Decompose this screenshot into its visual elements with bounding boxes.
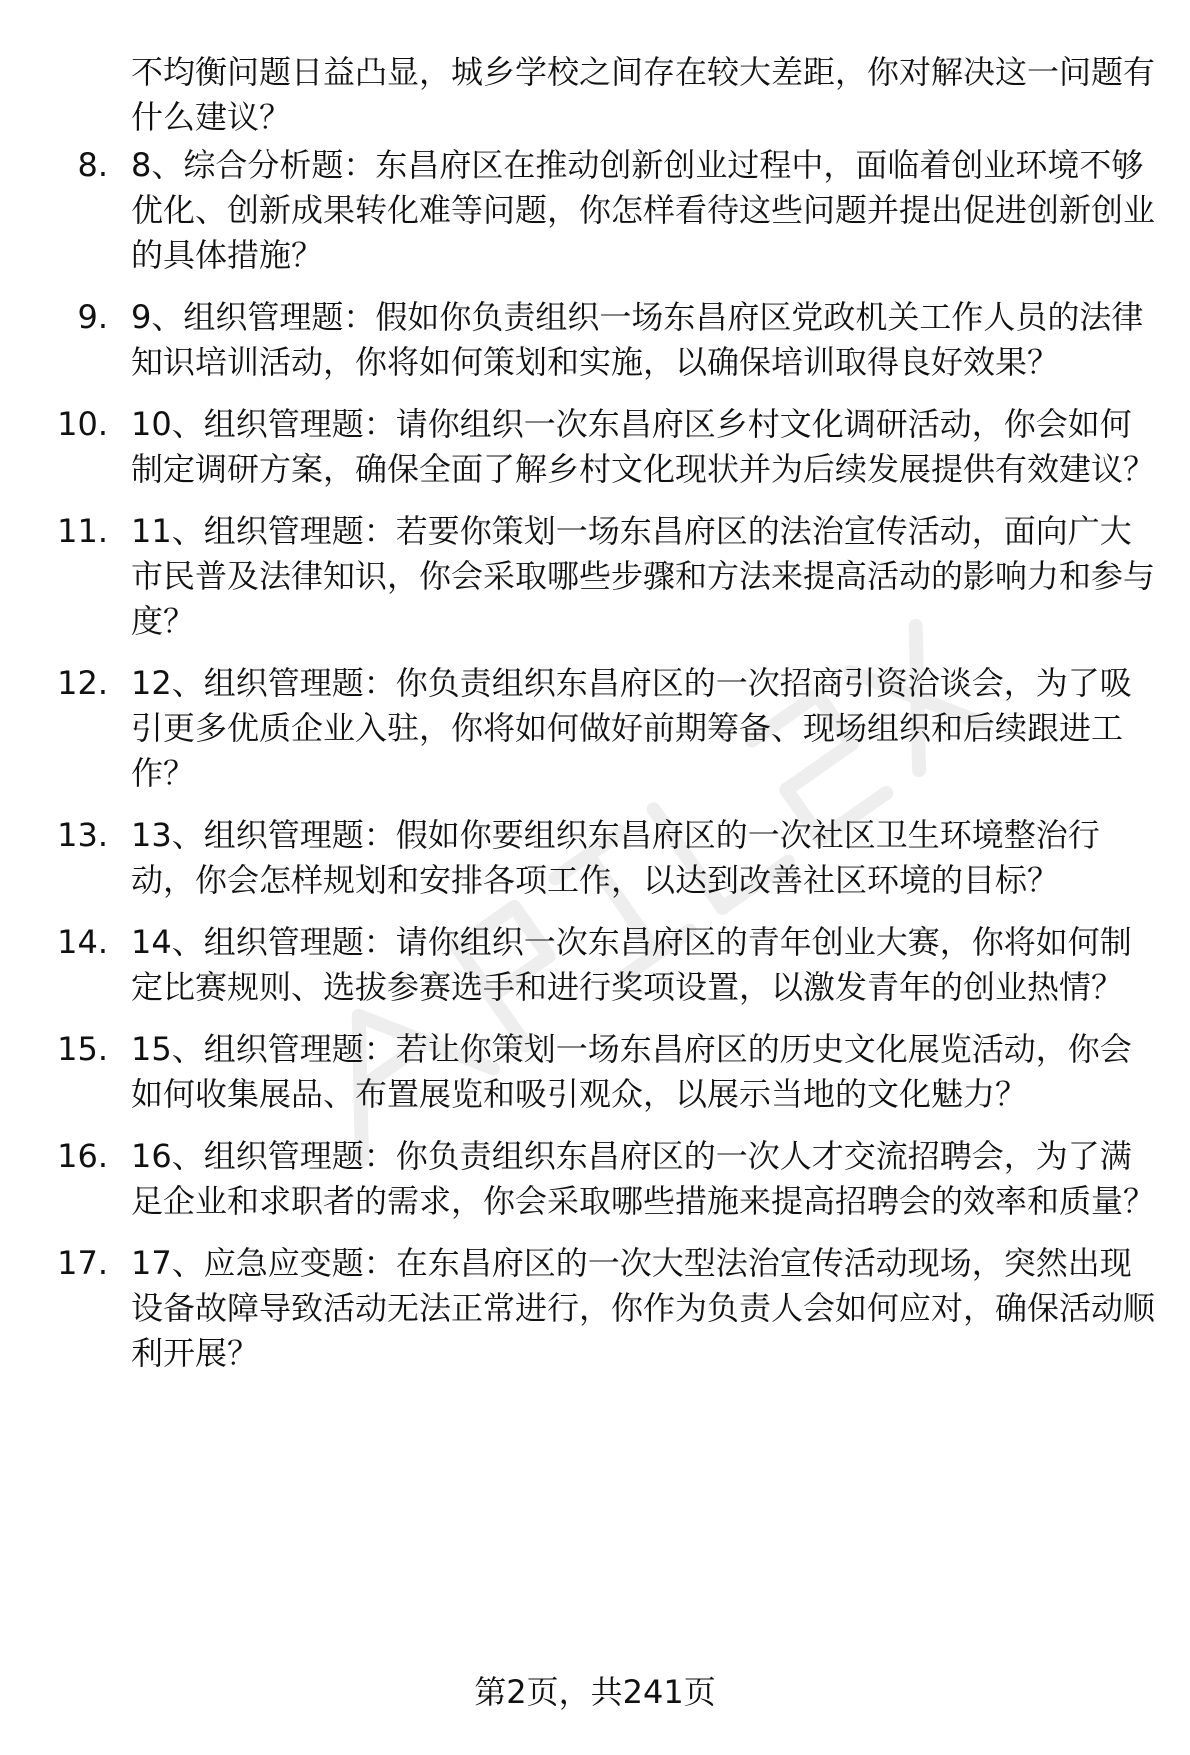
- page-number-footer: 第2页，共241页: [474, 1673, 716, 1711]
- question-text: 14、组织管理题：请你组织一次东昌府区的青年创业大赛，你将如何制定比赛规则、选拔参赛选手和进行奖项设置，以激发青年的创业热情？: [131, 923, 1132, 1006]
- question-text: 17、应急应变题：在东昌府区的一次大型法治宣传活动现场，突然出现设备故障导致活动无法正常进行，你作为负责人会如何应对，确保活动顺利开展？: [131, 1244, 1156, 1372]
- question-number: 17.: [57, 1244, 108, 1282]
- question-text: 15、组织管理题：若让你策划一场东昌府区的历史文化展览活动，你会如何收集展品、布置展览和吸引观众，以展示当地的文化魅力？: [131, 1030, 1132, 1113]
- question-item-13: [0, 813, 1190, 903]
- question-number: 12.: [57, 664, 108, 702]
- question-item-11: [0, 509, 1190, 644]
- question-text: 16、组织管理题：你负责组织东昌府区的一次人才交流招聘会，为了满足企业和求职者的需求，你会采取哪些措施来提高招聘会的效率和质量？: [131, 1137, 1156, 1220]
- question-text: 9、组织管理题：假如你负责组织一场东昌府区党政机关工作人员的法律知识培训活动，你将如何策划和实施，以确保培训取得良好效果？: [131, 298, 1144, 381]
- question-number: 11.: [57, 512, 108, 550]
- question-text: 10、组织管理题：请你组织一次东昌府区乡村文化调研活动，你会如何制定调研方案，确保全面了解乡村文化现状并为后续发展提供有效建议？: [131, 405, 1156, 488]
- question-list: [0, 143, 1190, 1393]
- question-text: 12、组织管理题：你负责组织东昌府区的一次招商引资洽谈会，为了吸引更多优质企业入驻，你将如何做好前期筹备、现场组织和后续跟进工作？: [131, 664, 1132, 792]
- question-text: 13、组织管理题：假如你要组织东昌府区的一次社区卫生环境整治行动，你会怎样规划和安排各项工作，以达到改善社区环境的目标？: [131, 816, 1100, 899]
- question-text: 8、综合分析题：东昌府区在推动创新创业过程中，面临着创业环境不够优化、创新成果转化难等问题，你怎样看待这些问题并提出促进创新创业的具体措施？: [131, 146, 1156, 274]
- question-number: 15.: [57, 1030, 108, 1068]
- question-item-14: [0, 920, 1190, 1010]
- question-item-17: [0, 1241, 1190, 1376]
- question-item-9: [0, 295, 1190, 385]
- question-item-15: [0, 1027, 1190, 1117]
- question-number: 16.: [57, 1137, 108, 1175]
- question-text: 11、组织管理题：若要你策划一场东昌府区的法治宣传活动，面向广大市民普及法律知识，你会采取哪些步骤和方法来提高活动的影响力和参与度？: [131, 512, 1156, 640]
- question-item-8: [0, 143, 1190, 278]
- question-number: 14.: [57, 923, 108, 961]
- question-item-10: [0, 402, 1190, 492]
- question-item-16: [0, 1134, 1190, 1224]
- continuation-paragraph: 不均衡问题日益凸显，城乡学校之间存在较大差距，你对解决这一问题有什么建议？: [131, 53, 1156, 136]
- question-number: 8.: [77, 146, 108, 184]
- question-number: 9.: [77, 298, 108, 336]
- question-number: 10.: [57, 405, 108, 443]
- question-number: 13.: [57, 816, 108, 854]
- question-item-12: [0, 661, 1190, 796]
